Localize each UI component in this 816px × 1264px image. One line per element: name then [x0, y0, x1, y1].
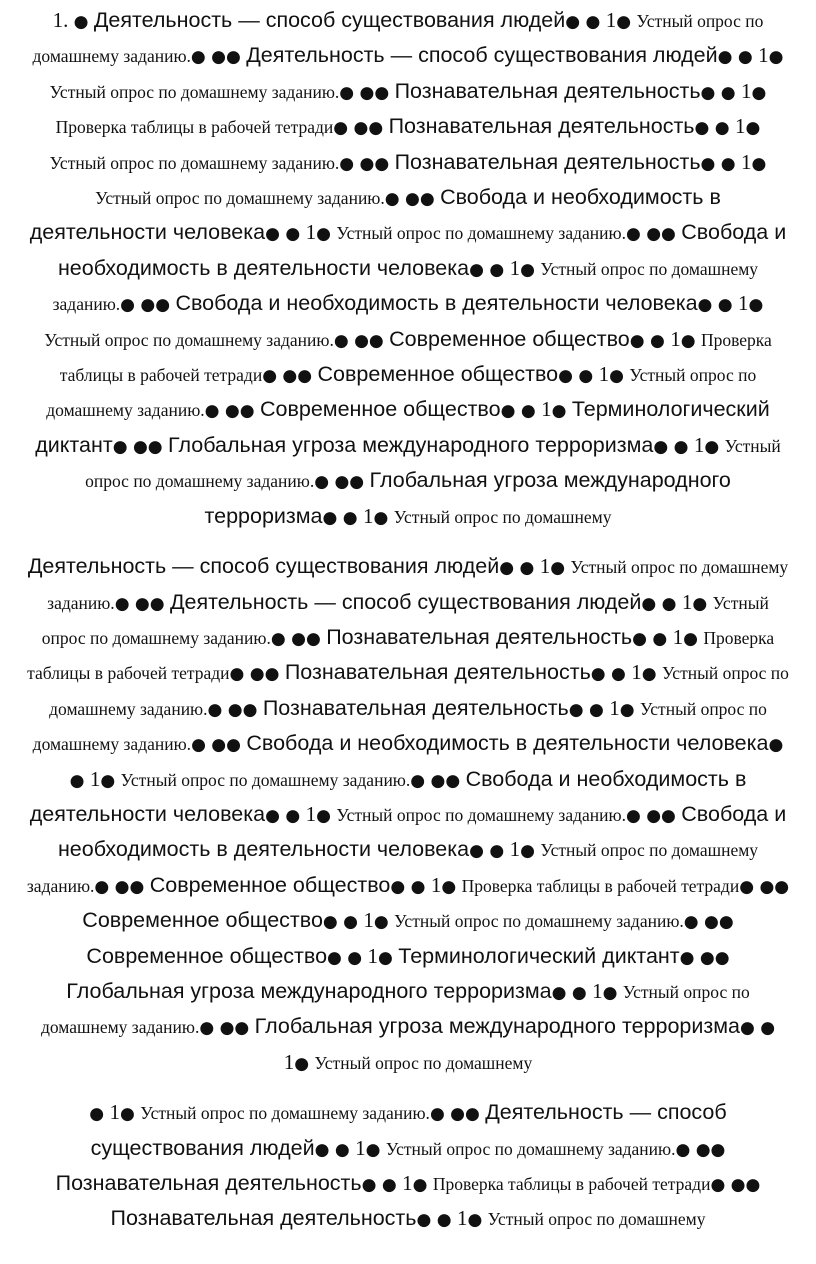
assignment-text: Устный опрос по домашнему заданию.	[49, 81, 340, 102]
bullet-marker: ●	[89, 1104, 110, 1125]
number-text: 1	[109, 1100, 121, 1125]
bullet-marker: ● ●●	[339, 82, 395, 103]
assignment-text: Проверка таблицы в рабочей тетради	[55, 117, 334, 138]
number-text: 1	[367, 943, 379, 968]
assignment-text: Устный опрос по домашнему заданию.	[26, 840, 759, 896]
bullet-marker: ● ●	[390, 876, 431, 897]
bullet-marker: ● ●	[558, 366, 599, 387]
topic-text: Терминологический диктант	[398, 943, 680, 968]
topic-text: Глобальная угроза международного терроризма	[254, 1014, 740, 1039]
bullet-marker: ● ●●	[683, 912, 734, 933]
bullet-marker: ● ●	[590, 664, 632, 685]
topic-text: Современное общество	[259, 397, 501, 422]
bullet-marker: ● ●	[322, 912, 364, 933]
bullet-marker: ●	[550, 558, 571, 579]
assignment-text: Устный опрос по домашнему заданию.	[394, 911, 684, 932]
bullet-marker: ● ●	[739, 1018, 776, 1039]
bullet-marker: ● ●	[565, 12, 606, 32]
topic-text: Терминологический диктант	[35, 397, 770, 457]
number-text: 1	[605, 8, 617, 32]
topic-text: Деятельность — способ существования людей	[93, 8, 566, 32]
topic-text: Познавательная деятельность	[110, 1206, 417, 1231]
bullet-marker: ● ●	[653, 436, 694, 457]
bullet-marker: ●	[692, 593, 713, 614]
bullet-marker: ● ●	[629, 330, 671, 351]
topic-text: Глобальная угроза международного терроризма	[204, 468, 731, 528]
bullet-marker: ● ●●	[679, 947, 730, 968]
bullet-marker: ● ●●	[429, 1104, 486, 1125]
bullet-marker: ●	[373, 912, 395, 933]
text-paragraph	[26, 1096, 790, 1238]
bullet-marker: ●	[751, 82, 767, 103]
assignment-text: Устный опрос по домашнему заданию.	[40, 981, 750, 1038]
assignment-text: Устный опрос по домашнему заданию.	[140, 1103, 430, 1124]
bullet-marker: ● ●	[265, 805, 306, 826]
topic-text: Современное общество	[82, 908, 323, 933]
assignment-text: Устный опрос по домашнему заданию.	[385, 1138, 676, 1159]
bullet-marker: ●	[365, 1139, 386, 1160]
number-text: 1	[305, 801, 317, 826]
assignment-text: Устный опрос по домашнему заданию.	[95, 188, 385, 209]
topic-text: Познавательная деятельность	[388, 114, 695, 139]
bullet-marker: ● ●●	[333, 118, 389, 139]
number-text: 1	[509, 255, 521, 280]
number-text: 1	[363, 503, 374, 528]
bullet-marker: ●	[100, 770, 121, 791]
assignment-text: Проверка таблицы в рабочей тетради	[27, 627, 775, 684]
number-text: 1	[672, 624, 684, 649]
bullet-marker: ●	[520, 259, 541, 280]
bullet-marker: ● ●	[551, 982, 593, 1003]
assignment-text: Устный опрос по домашнему заданию.	[44, 329, 334, 350]
bullet-marker: ●	[316, 805, 337, 826]
bullet-marker: ●	[520, 841, 541, 862]
number-text: 1	[430, 872, 442, 897]
bullet-marker: ● ●●	[207, 699, 263, 720]
bullet-marker: ● ●●	[262, 366, 318, 387]
assignment-text: Проверка таблицы в рабочей тетради	[59, 329, 772, 386]
number-text: 1	[598, 362, 610, 387]
bullet-marker: ● ●●	[314, 472, 370, 493]
bullet-marker: ● ●	[416, 1210, 457, 1231]
bullet-marker: ● ●●	[120, 295, 176, 316]
bullet-marker: ●	[441, 876, 462, 897]
assignment-text: Устный опрос по домашнему заданию.	[52, 258, 759, 315]
bullet-marker: ●	[680, 330, 701, 351]
bullet-marker: ● ●●	[410, 770, 466, 791]
bullet-marker: ●	[619, 699, 640, 720]
assignment-text: Устный опрос по домашнему заданию.	[47, 557, 789, 613]
topic-text: Свобода и необходимость в деятельности человека	[246, 731, 769, 756]
number-text: 1	[283, 1049, 295, 1074]
topic-text: Познавательная деятельность	[262, 695, 569, 720]
assignment-text: Устный опрос по домашнему заданию.	[336, 804, 626, 825]
number-text: 1	[305, 220, 317, 245]
number-text: 1	[758, 43, 769, 68]
bullet-marker: ● ●	[361, 1175, 403, 1195]
number-text: 1	[509, 837, 521, 862]
number-text: 1	[693, 432, 705, 457]
bullet-marker: ● ●	[568, 699, 610, 720]
bullet-marker: ● ●●	[190, 47, 247, 68]
bullet-marker: ● ●●	[625, 805, 682, 826]
bullet-marker: ●	[378, 947, 399, 968]
bullet-marker: ● ●	[697, 295, 739, 316]
bullet-marker: ● ●●	[333, 330, 390, 351]
bullet-marker: ●	[316, 224, 337, 245]
assignment-text: Устный опрос по домашнему	[487, 1209, 706, 1230]
bullet-marker: ● ●	[500, 401, 542, 422]
assignment-text: Проверка таблицы в рабочей тетради	[432, 1174, 711, 1194]
number-text: 1	[741, 149, 752, 174]
bullet-marker: ● ●●	[94, 876, 150, 897]
number-text: 1	[592, 978, 603, 1003]
bullet-marker: ● ●	[265, 224, 306, 245]
assignment-text: Устный опрос по домашнему заданию.	[41, 592, 769, 648]
bullet-marker: ●	[768, 47, 784, 68]
bullet-marker: ● ●●	[625, 224, 682, 245]
bullet-marker: ● ●	[641, 593, 682, 614]
number-text: 1	[402, 1171, 413, 1195]
topic-text: Деятельность — способ существования людей	[246, 43, 718, 68]
bullet-marker: ● ●●	[384, 189, 441, 210]
text-paragraph	[26, 4, 790, 535]
bullet-marker: ● ●	[700, 82, 742, 103]
bullet-marker: ● ●	[469, 259, 510, 280]
bullet-marker: ● ●	[700, 153, 742, 174]
bullet-marker: ●	[373, 507, 394, 528]
topic-text: Познавательная деятельность	[394, 78, 701, 103]
assignment-text: Устный опрос по домашнему заданию.	[32, 11, 764, 67]
topic-text: Современное общество	[389, 326, 630, 351]
number-text: 1	[631, 660, 642, 685]
topic-text: Деятельность — способ существования людей	[90, 1100, 727, 1160]
assignment-text: Проверка таблицы в рабочей тетради	[461, 875, 740, 896]
number-text: 1	[363, 908, 374, 933]
bullet-marker: ●	[73, 12, 94, 32]
topic-text: Современное общество	[149, 872, 391, 897]
bullet-marker: ● ●	[322, 507, 363, 528]
bullet-marker: ●	[751, 153, 767, 174]
number-text: 1.	[52, 8, 74, 32]
bullet-marker: ●	[609, 366, 630, 387]
number-text: 1	[735, 114, 746, 139]
topic-text: Познавательная деятельность	[284, 660, 591, 685]
topic-text: Свобода и необходимость в деятельности человека	[29, 766, 747, 826]
number-text: 1	[609, 695, 620, 720]
bullet-marker: ●	[641, 664, 663, 685]
topic-text: Современное общество	[86, 943, 328, 968]
number-text: 1	[738, 291, 749, 316]
bullet-marker: ●	[704, 436, 725, 457]
topic-text: Познавательная деятельность	[394, 149, 701, 174]
topic-text: Свобода и необходимость в деятельности человека	[57, 801, 787, 862]
bullet-marker: ● ●●	[204, 401, 260, 422]
topic-text: Свобода и необходимость в деятельности человека	[29, 185, 721, 245]
bullet-marker: ● ●●	[710, 1175, 761, 1195]
assignment-text: Устный опрос по домашнему заданию.	[32, 698, 767, 755]
text-paragraph	[26, 550, 790, 1081]
assignment-text: Устный опрос по домашнему	[393, 506, 612, 527]
topic-text: Свобода и необходимость в деятельности человека	[57, 220, 787, 280]
bullet-marker: ● ●●	[229, 664, 285, 685]
topic-text: Глобальная угроза международного терроризма	[66, 978, 552, 1003]
bullet-marker: ● ●●	[739, 876, 790, 897]
bullet-marker: ● ●●	[270, 628, 327, 649]
bullet-marker: ● ●●	[191, 735, 247, 756]
assignment-text: Устный опрос по домашнему заданию.	[336, 223, 626, 244]
assignment-text: Устный опрос по домашнему заданию.	[49, 663, 789, 719]
bullet-marker: ●	[551, 401, 572, 422]
number-text: 1	[456, 1206, 468, 1231]
number-text: 1	[539, 554, 551, 579]
bullet-marker: ● ●●	[675, 1139, 726, 1160]
assignment-text: Устный опрос по домашнему заданию.	[46, 365, 757, 421]
bullet-marker: ●	[294, 1053, 315, 1074]
bullet-marker: ●	[467, 1210, 488, 1231]
bullet-marker: ●	[602, 982, 623, 1003]
topic-text: Деятельность — способ существования людей	[170, 589, 642, 614]
number-text: 1	[541, 397, 552, 422]
bullet-marker: ● ●	[314, 1139, 356, 1160]
bullet-marker: ● ●●	[112, 436, 169, 457]
bullet-marker: ● ●	[694, 118, 735, 139]
bullet-marker: ●	[412, 1175, 433, 1195]
number-text: 1	[681, 589, 693, 614]
bullet-marker: ● ●	[499, 558, 540, 579]
bullet-marker: ●	[745, 118, 761, 139]
assignment-text: Устный опрос по домашнему	[314, 1052, 533, 1073]
bullet-marker: ●	[748, 295, 764, 316]
topic-text: Познавательная деятельность	[55, 1171, 362, 1195]
bullet-marker: ● ●	[327, 947, 368, 968]
number-text: 1	[89, 766, 101, 791]
bullet-marker: ●	[616, 12, 637, 32]
bullet-marker: ●	[120, 1104, 141, 1125]
bullet-marker: ● ●	[469, 841, 510, 862]
bullet-marker: ● ●	[632, 628, 673, 649]
number-text: 1	[355, 1135, 366, 1160]
bullet-marker: ● ●	[69, 735, 784, 791]
topic-text: Познавательная деятельность	[326, 624, 633, 649]
bullet-marker: ● ●●	[114, 593, 170, 614]
bullet-marker: ●	[683, 628, 704, 649]
number-text: 1	[741, 78, 752, 103]
topic-text: Деятельность — способ существования людей	[27, 554, 500, 579]
topic-text: Глобальная угроза международного терроризма	[168, 432, 654, 457]
number-text: 1	[670, 326, 681, 351]
bullet-marker: ● ●●	[339, 153, 395, 174]
topic-text: Современное общество	[317, 362, 559, 387]
topic-text: Свобода и необходимость в деятельности человека	[175, 291, 698, 316]
assignment-text: Устный опрос по домашнему заданию.	[49, 152, 340, 173]
assignment-text: Устный опрос по домашнему заданию.	[85, 435, 781, 492]
assignment-text: Устный опрос по домашнему заданию.	[120, 769, 411, 790]
bullet-marker: ● ●●	[199, 1018, 255, 1039]
bullet-marker: ● ●	[717, 47, 759, 68]
